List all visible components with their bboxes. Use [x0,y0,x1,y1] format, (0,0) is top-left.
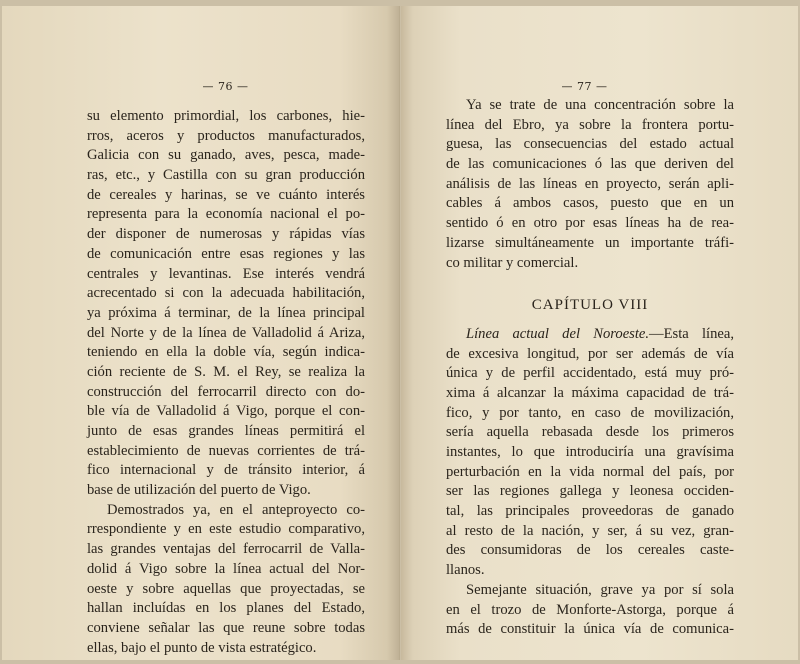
text-line: instantes, lo que introduciría una gravísima [446,444,734,460]
text-line: rrespondiente y en este estudio comparativo, [87,521,365,538]
text-line: tal, las principales proveedoras de ganado [446,503,734,520]
text-line: ser las regiones gallega y leonesa occiden- [446,483,734,500]
text-line: co militar y comercial. [446,254,579,271]
text-line: ya próxima á terminar, de la línea principal [87,304,365,321]
text-line: línea del Ebro, ya sobre la frontera portu- [446,116,734,133]
page-number-right: — 77 — [561,80,608,93]
text-line: de excesiva longitud, por ser además de vía [446,345,734,362]
text-line: base de utilización del puerto de Vigo. [87,482,311,499]
text-line: su elemento primordial, los carbones, hie- [87,108,365,124]
section-first-line [446,325,734,345]
left-page [2,6,400,660]
text-line: en el trozo de Monforte-Astorga, porque á [446,601,734,618]
text-line: rros, aceros y productos manufacturados, [87,127,365,144]
text-line: xima á alcanzar la máxima capacidad de trá- [446,384,734,401]
left-page-body [87,107,365,658]
text-line: oeste y sobre aquellas que proyectadas, se [87,580,365,597]
text-line: fico, y por tanto, en caso de movilización, [446,404,734,421]
text-line: Semejante situación, grave ya por sí sola [466,581,734,598]
text-line: más de constituir la única vía de comunica- [446,621,734,638]
text-line: des consumidoras de los cereales caste- [446,542,734,559]
text-line: sería aquella rebasada desde los primeros [446,424,734,441]
text-line: las grandes ventajas del ferrocarril de Valla- [87,541,365,558]
text-line: ras, etc., y Castilla con su gran producción [87,167,365,184]
text-line: de las comunicaciones ó las que deriven del [446,156,734,173]
section-first-line-rest: —Esta línea, [649,325,734,342]
text-line: teniendo en ella la doble vía, según indica- [87,344,365,361]
text-line: al resto de la nación, y ser, á su vez, gran- [446,522,734,539]
text-line: ción reciente de S. M. el Rey, se realiza la [87,363,365,380]
text-line: Demostrados ya, en el anteproyecto co- [107,501,365,518]
text-line: ellas, bajo el punto de vista estratégico. [87,639,317,656]
text-line: de cereales y harinas, se ve cuánto interés [87,186,365,203]
text-line: única y de perfil accidentado, está muy pró- [446,365,734,382]
text-line: junto de esas grandes líneas permitirá el [87,423,365,439]
text-line: perturbación en la vida normal del país, por [446,463,734,480]
text-line: llanos. [446,562,485,579]
text-line: Ya se trate de una concentración sobre la [466,97,734,113]
text-line: sentido ó en otro por esas líneas ha de rea- [446,215,734,232]
text-line: establecimiento de nuevas corrientes de trá- [87,442,365,459]
text-line: construcción del ferrocarril directo con do- [87,383,365,400]
text-line: cables á ambos casos, puesto que en un [446,195,734,212]
text-line: der disponer de numerosas y rápidas vías [87,226,365,243]
text-line: Galicia con su ganado, aves, pesca, made- [87,147,365,164]
text-line: acrecentado si con la adecuada habilitación, [87,285,365,302]
text-line: conviene señalar las que reune sobre todas [87,619,365,636]
section-title: Línea actual del Noroeste. [466,325,650,342]
text-line: análisis de las líneas en proyecto, serán apli- [446,175,734,192]
page-number-left: — 76 — [202,80,249,93]
text-line: de comunicación entre esas regiones y las [87,245,365,262]
text-line: dolid á Vigo sobre la línea actual del Nor- [87,560,365,577]
right-page-body [446,96,734,640]
text-line: ble vía de Valladolid á Vigo, porque el con- [87,403,365,420]
chapter-heading: CAPÍTULO VIII [531,297,649,314]
right-page [401,6,798,660]
text-line: lizarse simultáneamente un importante tráfi- [446,234,734,251]
text-line: guesa, las consecuencias del estado actual [446,136,734,153]
text-line: fico internacional y de tránsito interior, á [87,462,365,479]
text-line: representa para la economía nacional el po- [87,206,365,223]
text-line: del Norte y de la línea de Valladolid á Ariza, [87,324,365,341]
text-line: hallan incluídas en los planes del Estado, [87,600,365,617]
text-line: centrales y levantinas. Ese interés vendrá [87,265,365,282]
